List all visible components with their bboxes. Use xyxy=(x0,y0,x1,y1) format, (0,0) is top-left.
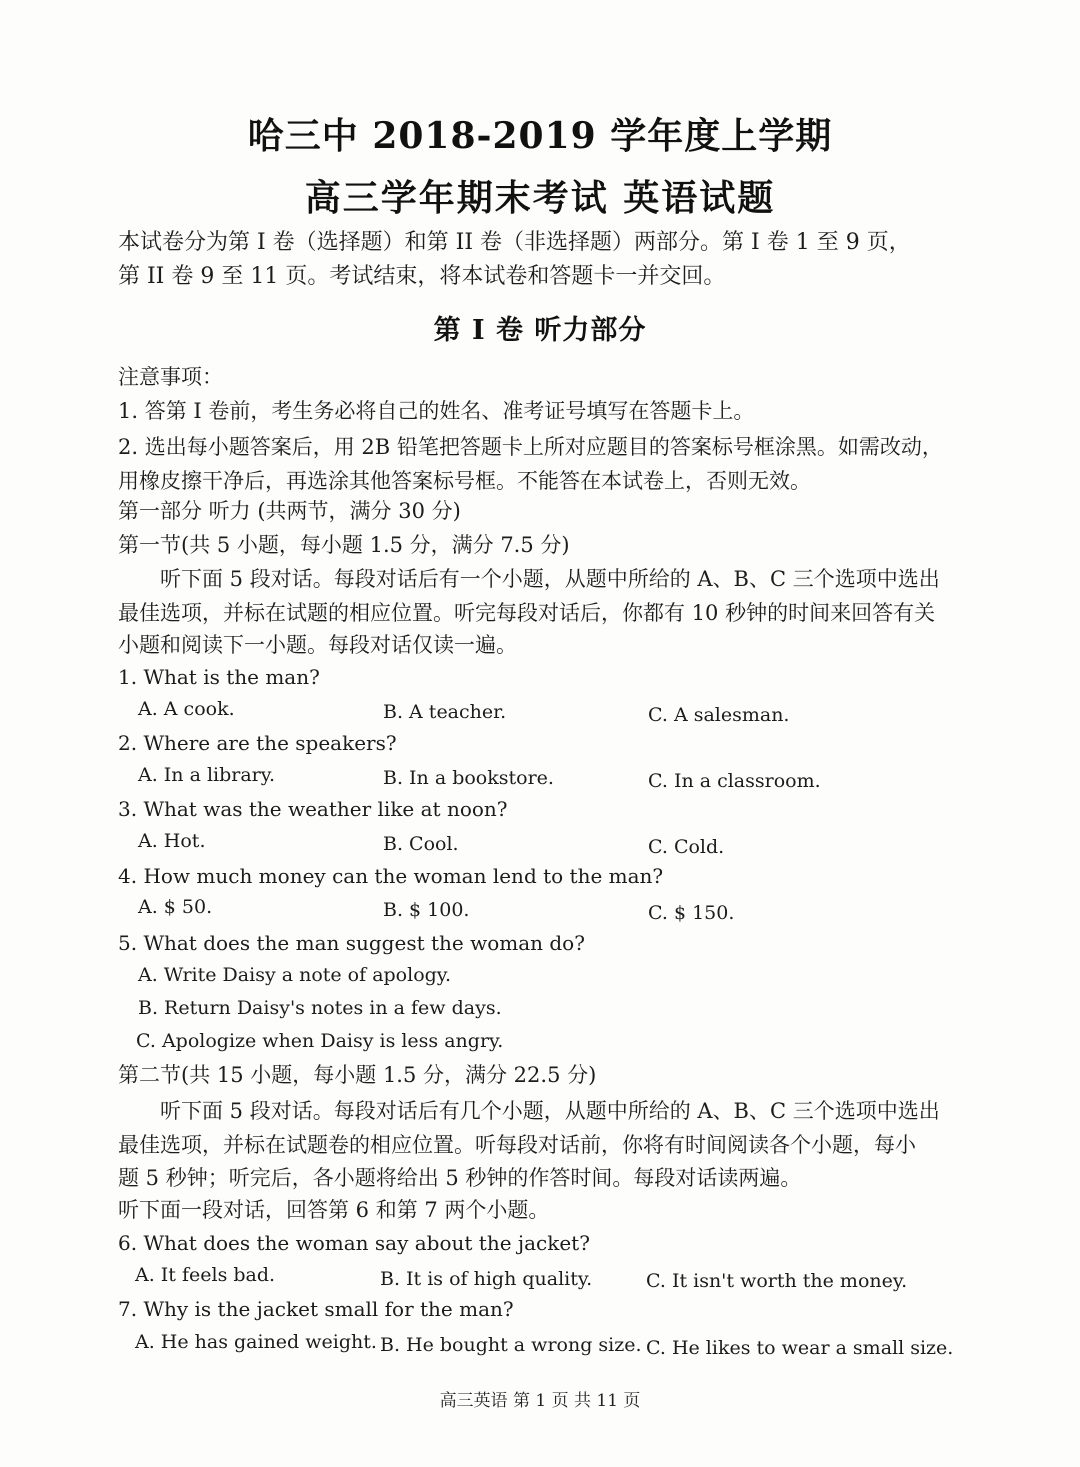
question-4-option-a: A. $ 50. xyxy=(138,896,213,918)
question-6-option-b: B. It is of high quality. xyxy=(380,1268,593,1290)
section2-heading: 第二节(共 15 小题，每小题 1.5 分，满分 22.5 分) xyxy=(118,1063,597,1087)
question-2-option-b: B. In a bookstore. xyxy=(383,767,554,789)
question-6: 6. What does the woman say about the jacket? xyxy=(118,1231,590,1255)
question-3-option-b: B. Cool. xyxy=(383,833,459,855)
question-6-option-c: C. It isn't worth the money. xyxy=(646,1270,908,1292)
question-2: 2. Where are the speakers? xyxy=(118,731,397,755)
question-1: 1. What is the man? xyxy=(118,665,320,689)
question-6-option-a: A. It feels bad. xyxy=(135,1264,276,1286)
question-7-option-a: A. He has gained weight. xyxy=(135,1331,377,1353)
question-7: 7. Why is the jacket small for the man? xyxy=(118,1297,514,1321)
question-4: 4. How much money can the woman lend to the man? xyxy=(118,864,664,888)
question-3-option-c: C. Cold. xyxy=(648,836,725,858)
part1-heading: 第一部分 听力 (共两节，满分 30 分) xyxy=(118,499,461,523)
section1-instruction-3: 小题和阅读下一小题。每段对话仅读一遍。 xyxy=(118,633,517,657)
question-4-option-c: C. $ 150. xyxy=(648,902,735,924)
question-3: 3. What was the weather like at noon? xyxy=(118,797,508,821)
section1-heading: 第一节(共 5 小题，每小题 1.5 分，满分 7.5 分) xyxy=(118,533,570,557)
exam-title-line2: 高三学年期末考试 英语试题 xyxy=(304,177,776,219)
section2-instruction-3: 题 5 秒钟；听完后，各小题将给出 5 秒钟的作答时间。每段对话读两遍。 xyxy=(118,1166,802,1190)
question-5-option-c: C. Apologize when Daisy is less angry. xyxy=(136,1030,504,1052)
question-5-option-b: B. Return Daisy's notes in a few days. xyxy=(138,997,502,1019)
question-2-option-c: C. In a classroom. xyxy=(648,770,821,792)
question-1-option-b: B. A teacher. xyxy=(383,701,507,723)
section2-instruction-4: 听下面一段对话，回答第 6 和第 7 两个小题。 xyxy=(118,1198,550,1222)
question-5: 5. What does the man suggest the woman do? xyxy=(118,931,585,955)
intro-line-2: 第 II 卷 9 至 11 页。考试结束，将本试卷和答题卡一并交回。 xyxy=(118,264,726,289)
question-3-option-a: A. Hot. xyxy=(138,830,206,852)
section1-instruction-1: 听下面 5 段对话。每段对话后有一个小题，从题中所给的 A、B、C 三个选项中选出 xyxy=(160,567,940,591)
section-title: 第 I 卷 听力部分 xyxy=(433,315,647,346)
intro-line-1: 本试卷分为第 I 卷（选择题）和第 II 卷（非选择题）两部分。第 I 卷 1 至 9 页， xyxy=(118,230,911,255)
question-4-option-b: B. $ 100. xyxy=(383,899,470,921)
section2-instruction-2: 最佳选项，并标在试题卷的相应位置。听每段对话前，你将有时间阅读各个小题，每小 xyxy=(118,1133,916,1157)
section1-instruction-2: 最佳选项，并标在试题的相应位置。听完每段对话后，你都有 10 秒钟的时间来回答有关 xyxy=(118,601,936,625)
question-5-option-a: A. Write Daisy a note of apology. xyxy=(138,964,452,986)
question-7-option-b: B. He bought a wrong size. xyxy=(380,1334,642,1356)
page-footer: 高三英语 第 1 页 共 11 页 xyxy=(439,1391,641,1411)
question-7-option-c: C. He likes to wear a small size. xyxy=(646,1337,954,1359)
exam-title-line1: 哈三中 2018-2019 学年度上学期 xyxy=(247,115,833,157)
question-2-option-a: A. In a library. xyxy=(138,764,276,786)
note-item-1: 1. 答第 I 卷前，考生务必将自己的姓名、准考证号填写在答题卡上。 xyxy=(118,399,755,423)
question-1-option-c: C. A salesman. xyxy=(648,704,790,726)
section2-instruction-1: 听下面 5 段对话。每段对话后有几个小题，从题中所给的 A、B、C 三个选项中选出 xyxy=(160,1099,940,1123)
question-1-option-a: A. A cook. xyxy=(138,698,235,720)
notes-heading: 注意事项： xyxy=(118,365,223,389)
note-item-2: 2. 选出每小题答案后，用 2B 铅笔把答题卡上所对应题目的答案标号框涂黑。如需改动， xyxy=(118,435,943,459)
note-item-2-cont: 用橡皮擦干净后，再选涂其他答案标号框。不能答在本试卷上，否则无效。 xyxy=(118,469,811,493)
